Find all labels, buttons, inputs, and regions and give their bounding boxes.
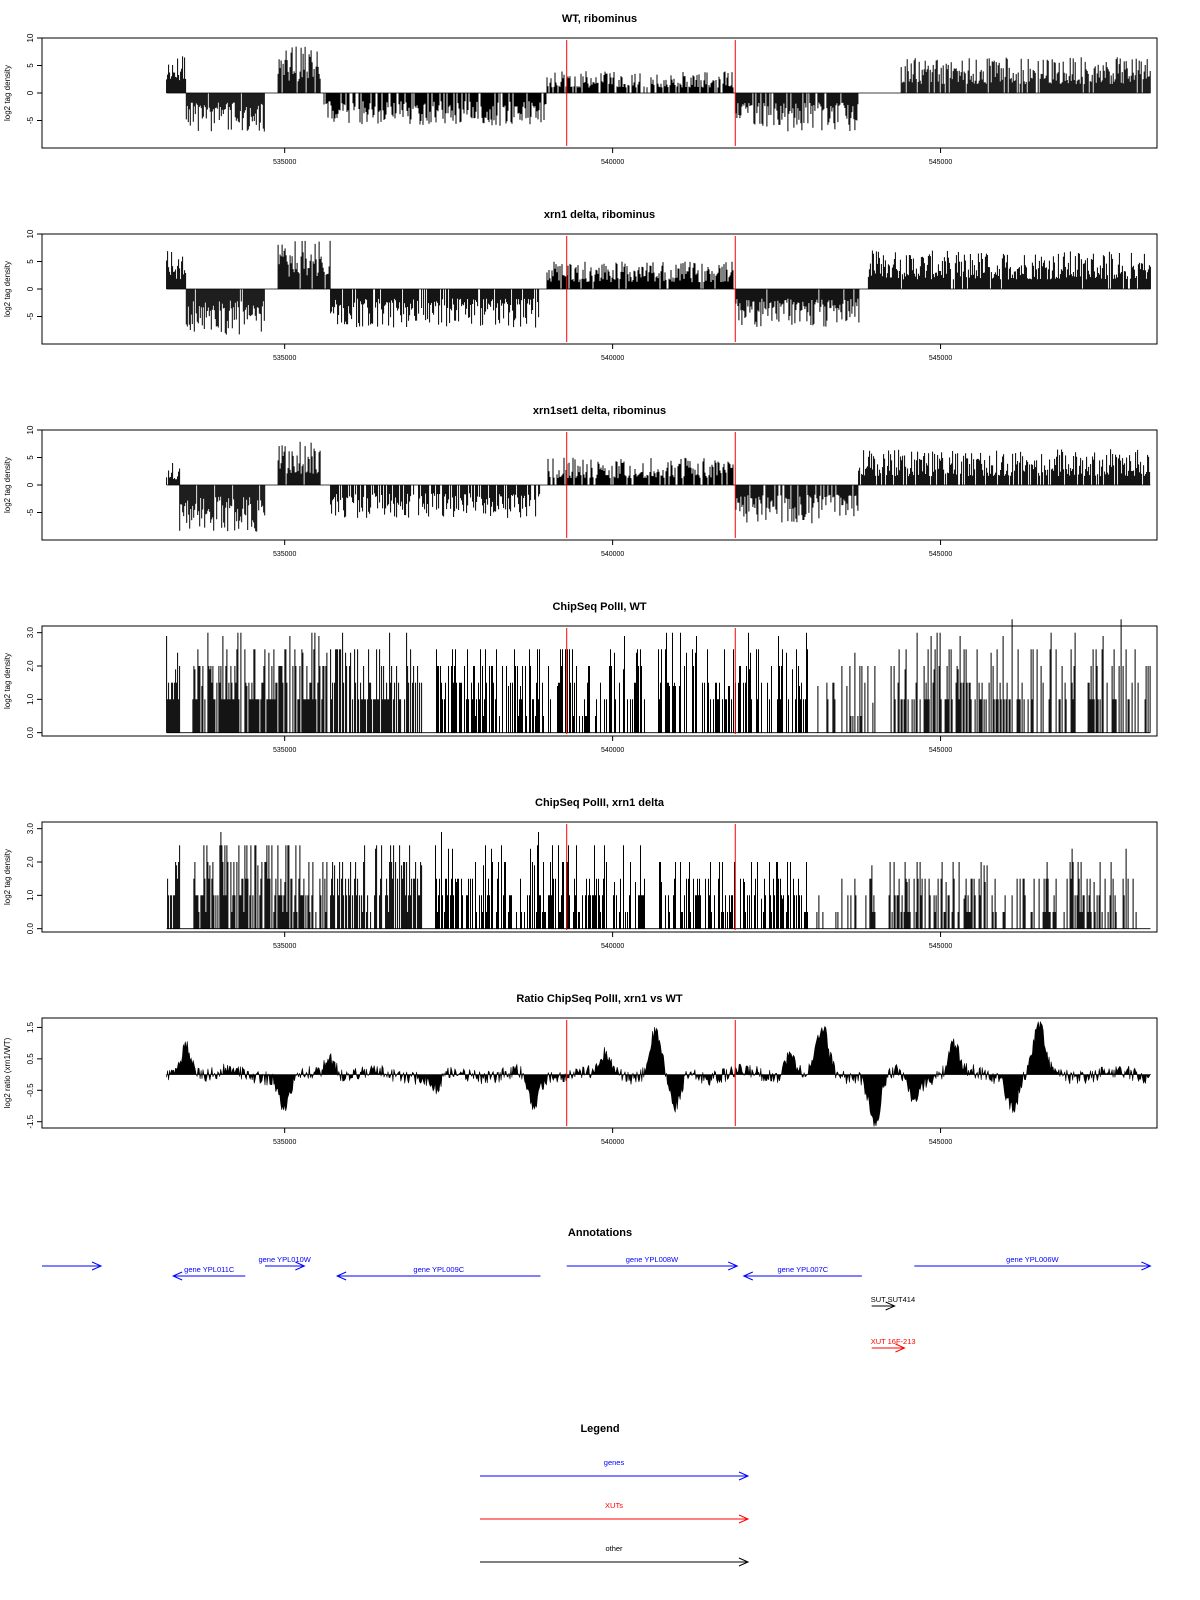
panel-title: xrn1 delta, ribominus [543,209,656,221]
x-tick-label: 545000 [928,159,953,166]
x-tick-label: 540000 [600,159,625,166]
panel-title: ChipSeq PolII, WT [552,601,647,613]
feature-arrow-gene [42,1262,101,1270]
y-tick-label: 0 [26,286,35,292]
y-tick-label: 1.5 [26,1021,35,1033]
y-tick-label: 5 [26,63,35,68]
feature-label: gene YPL007C [777,1265,829,1274]
x-tick-label: 545000 [928,551,953,558]
x-tick-label: 540000 [600,747,625,754]
panel-title: Ratio ChipSeq PolII, xrn1 vs WT [516,993,683,1005]
data-series [167,442,1150,532]
y-axis-label: log2 tag density [3,260,12,318]
x-tick-label: 535000 [272,551,297,558]
x-tick-label: 535000 [272,943,297,950]
y-tick-label: -5 [26,312,35,321]
y-tick-label: 2.0 [26,660,35,672]
chart-panel-4 [3,601,1157,754]
y-tick-label: 10 [26,33,35,43]
feature-label: XUT 16F-213 [870,1337,916,1346]
x-tick-label: 535000 [272,1139,297,1146]
legend-label: XUTs [605,1501,623,1510]
data-series [167,241,1151,335]
x-tick-label: 535000 [272,747,297,754]
x-tick-label: 535000 [272,159,297,166]
legend-title: Legend [580,1423,620,1435]
legend-label: genes [603,1458,625,1467]
legend-arrow-xut [480,1515,748,1523]
data-series [168,832,1137,929]
chart-panel-6 [3,993,1157,1146]
x-tick-label: 545000 [928,943,953,950]
y-tick-label: 0 [26,90,35,96]
y-tick-label: 2.0 [26,856,35,868]
y-tick-label: 10 [26,229,35,239]
y-axis-label: log2 tag density [3,456,12,514]
chart-panel-2 [3,209,1157,362]
x-tick-label: 545000 [928,355,953,362]
x-tick-label: 540000 [600,943,625,950]
feature-label: SUT SUT414 [870,1295,916,1304]
legend-label: other [605,1544,623,1553]
legend-arrow-other [480,1558,748,1566]
chart-panel-5 [3,797,1157,950]
panel-title: WT, ribominus [561,13,638,25]
feature-label: gene YPL010W [258,1255,311,1264]
x-tick-label: 540000 [600,1139,625,1146]
y-tick-label: 10 [26,425,35,435]
x-tick-label: 545000 [928,747,953,754]
y-axis-label: log2 tag density [3,64,12,122]
y-axis-label: log2 tag density [3,652,12,710]
x-tick-label: 540000 [600,551,625,558]
y-tick-label: 3.0 [26,823,35,835]
annotations-panel [42,1227,1150,1352]
y-tick-label: 0 [26,482,35,488]
data-series [167,619,1151,732]
legend-panel [480,1423,748,1566]
y-tick-label: -5 [26,116,35,125]
panel-title: ChipSeq PolII, xrn1 delta [535,797,664,809]
ratio-area [167,1022,1151,1127]
feature-label: gene YPL009C [413,1265,465,1274]
data-series [167,1022,1151,1127]
y-axis-label: log2 ratio (xrn1/WT) [3,1037,12,1109]
y-tick-label: 1.0 [26,889,35,901]
annotations-title: Annotations [567,1227,633,1239]
y-tick-label: 0.0 [26,923,35,935]
x-tick-label: 540000 [600,355,625,362]
feature-label: gene YPL006W [1006,1255,1059,1264]
y-tick-label: 0.0 [26,727,35,739]
y-tick-label: -0.5 [26,1083,35,1098]
feature-label: gene YPL008W [625,1255,679,1264]
y-tick-label: 1.0 [26,693,35,705]
y-tick-label: 5 [26,455,35,460]
x-tick-label: 545000 [928,1139,953,1146]
x-tick-label: 535000 [272,355,297,362]
y-tick-label: 5 [26,259,35,264]
y-tick-label: 0.5 [26,1053,35,1065]
y-tick-label: -5 [26,508,35,517]
data-series [167,47,1151,132]
legend-arrow-gene [480,1472,748,1480]
chart-panel-1 [3,13,1157,166]
y-tick-label: -1.5 [26,1114,35,1129]
y-tick-label: 3.0 [26,627,35,639]
chart-panel-3 [3,405,1157,558]
feature-label: gene YPL011C [184,1265,235,1274]
panel-title: xrn1set1 delta, ribominus [532,405,667,417]
y-axis-label: log2 tag density [3,848,12,906]
